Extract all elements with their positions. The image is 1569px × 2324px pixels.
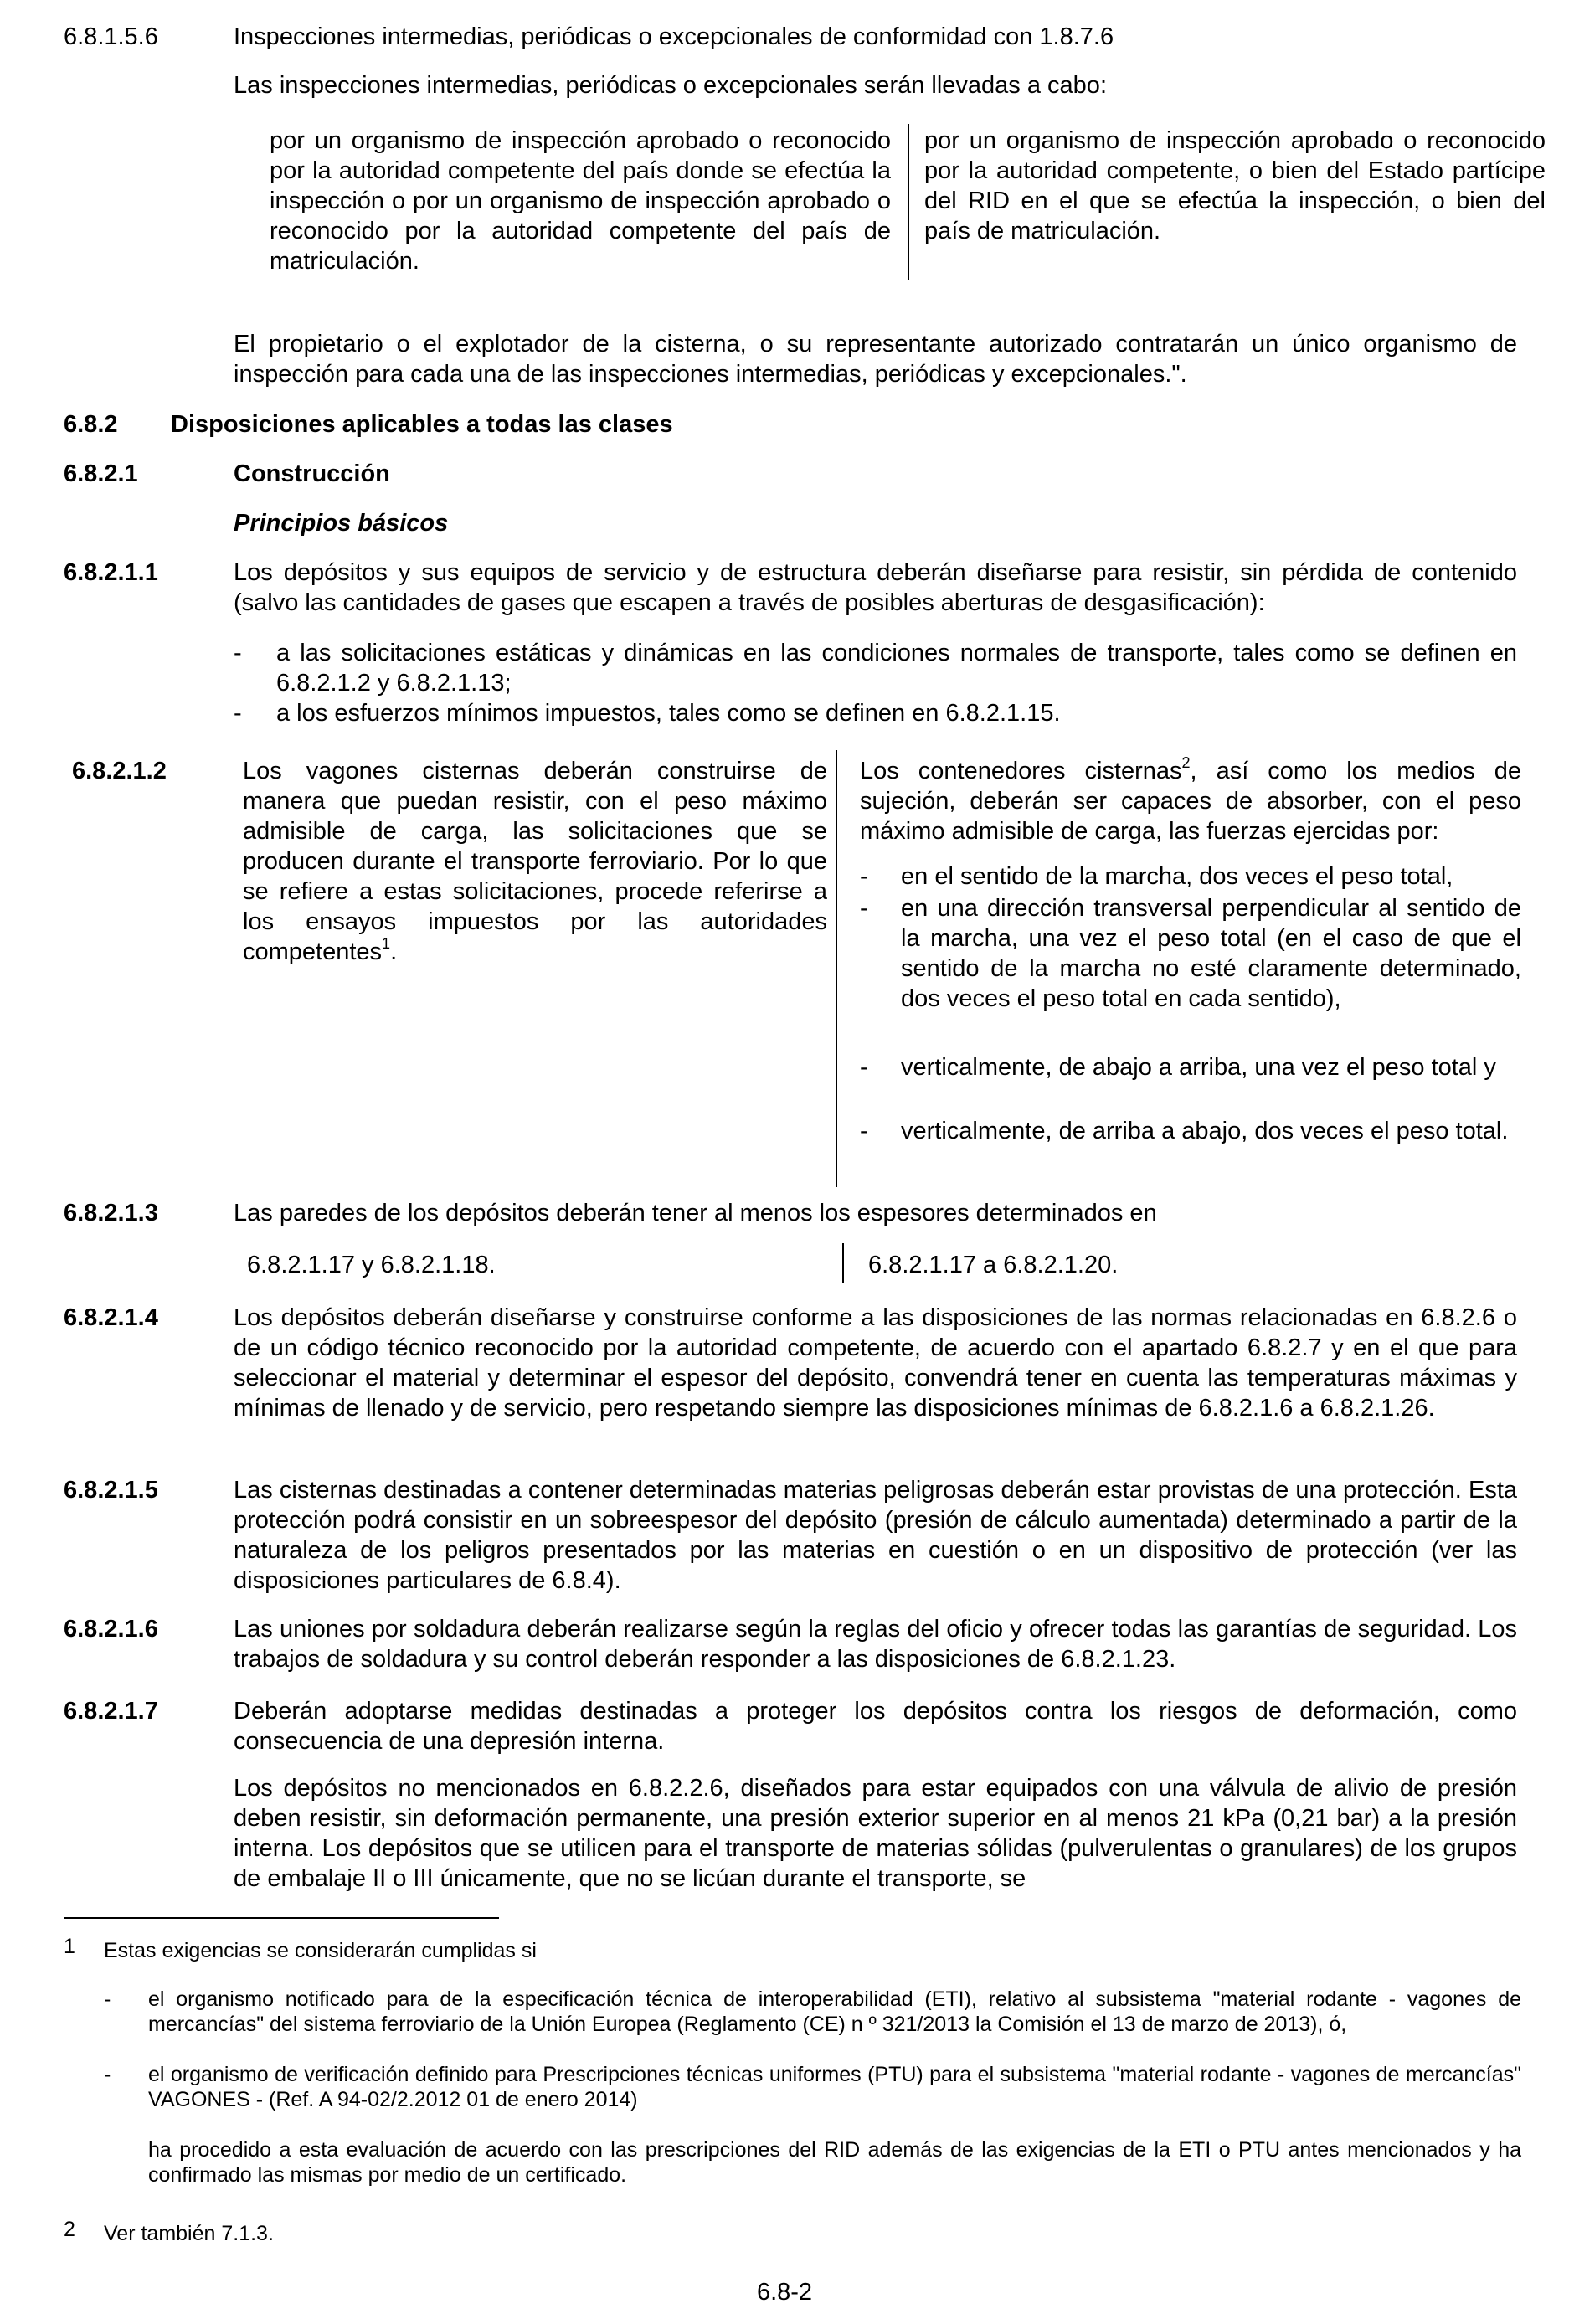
column-left: Los vagones cisternas deberán construirse de manera que puedan resistir, con el peso máximo admisible de carga, las solicitaciones que se producen durante el transporte ferroviario. Por lo que se refiere a estas solicitaciones, procede referirse a los ensayos impuestos por las autoridades competentes$^1$. [243, 758, 827, 965]
footnote-list-item: el organismo de verificación definido para Prescripciones técnicas uniformes (PTU) para el subsistema "material rodante - vagones de mercancías" VAGONES - (Ref. A 94-02/2.2012 01 de enero 2014) [148, 2063, 1521, 2111]
bullet-dash: - [860, 863, 868, 890]
footnote-separator [64, 1917, 499, 1919]
footnote-text: ha procedido a esta evaluación de acuerdo con las prescripciones del RID además de las exigencias de la ETI o PTU antes mencionados y ha confirmado las mismas por medio de un certificado. [148, 2138, 1521, 2187]
section-title: Construcción [234, 460, 390, 487]
column-divider [836, 750, 837, 1187]
column-divider [908, 124, 909, 280]
list-item: en una dirección transversal perpendicular al sentido de la marcha, una vez el peso total (en el caso de que el sentido de la marcha no esté claramente determinado, dos veces el peso total en cada sentido), [901, 895, 1521, 1012]
bullet-dash: - [860, 1118, 868, 1144]
section-number: 6.8.2.1.5 [64, 1477, 158, 1504]
column-right: Los contenedores cisternas$^2$, así como los medios de sujeción, deberán ser capaces de absorber, con el peso máximo admisible de carga, las fuerzas ejercidas por: [860, 754, 1521, 845]
bullet-dash: - [234, 640, 242, 666]
paragraph: Las paredes de los depósitos deberán tener al menos los espesores determinados en [234, 1200, 1157, 1226]
section-number: 6.8.2.1 [64, 460, 138, 487]
paragraph: El propietario o el explotador de la cisterna, o su representante autorizado contratarán un único organismo de inspección para cada una de las inspecciones intermedias, periódicas y excepcionales.". [234, 331, 1517, 388]
footnote-list-item: el organismo notificado para de la especificación técnica de interoperabilidad (ETI), relativo al subsistema "material rodante - vagones de mercancías" del sistema ferroviario de la Unión Europea (Reglamento (CE) n º 321/2013 la Comisión el 13 de marzo de 2013), ó, [148, 1987, 1521, 2036]
column-right: por un organismo de inspección aprobado o reconocido por la autoridad competente, o bien del Estado partícipe del RID en el que se efectúa la inspección, o bien del país de matriculación. [924, 127, 1546, 244]
section-title: Inspecciones intermedias, periódicas o excepcionales de conformidad con 1.8.7.6 [234, 23, 1114, 50]
list-item: a las solicitaciones estáticas y dinámicas en las condiciones normales de transporte, tales como se definen en 6.8.2.1.2 y 6.8.2.1.13; [276, 640, 1517, 697]
list-item: a los esfuerzos mínimos impuestos, tales como se definen en 6.8.2.1.15. [276, 700, 1061, 727]
section-number: 6.8.2 [64, 411, 118, 438]
section-number: 6.8.2.1.4 [64, 1304, 158, 1331]
section-number: 6.8.2.1.3 [64, 1200, 158, 1226]
section-number: 6.8.2.1.2 [72, 758, 167, 784]
footnote-text: Estas exigencias se considerarán cumplidas si [104, 1939, 537, 1962]
paragraph: Las cisternas destinadas a contener determinadas materias peligrosas deberán estar provistas de una protección. Esta protección podrá consistir en un sobreespesor del depósito (presión de cálculo aumentada) determinado a partir de la naturaleza de los peligros presentados por las materias en cuestión o en un dispositivo de protección (ver las disposiciones particulares de 6.8.4). [234, 1477, 1517, 1594]
paragraph: Deberán adoptarse medidas destinadas a proteger los depósitos contra los riesgos de deformación, como consecuencia de una depresión interna. [234, 1698, 1517, 1755]
column-left: 6.8.2.1.17 y 6.8.2.1.18. [247, 1252, 496, 1278]
column-divider [842, 1243, 844, 1283]
column-right: 6.8.2.1.17 a 6.8.2.1.20. [868, 1252, 1119, 1278]
paragraph: Los depósitos no mencionados en 6.8.2.2.6, diseñados para estar equipados con una válvula de alivio de presión deben resistir, sin deformación permanente, una presión exterior superior en al menos 21 kPa (0,21 bar) a la presión interna. Los depósitos que se utilicen para el transporte de materias sólidas (pulverulentas o granulares) de los grupos de embalaje II o III únicamente, que no se licúan durante el transporte, se [234, 1775, 1517, 1892]
bullet-dash: - [860, 895, 868, 922]
section-number: 6.8.2.1.6 [64, 1616, 158, 1643]
footnote-mark: 2 [64, 2218, 75, 2241]
section-number: 6.8.2.1.7 [64, 1698, 158, 1725]
column-left: por un organismo de inspección aprobado o reconocido por la autoridad competente del país donde se efectúa la inspección o por un organismo de inspección aprobado o reconocido por la autoridad competente del país de matriculación. [270, 127, 891, 275]
paragraph: Las inspecciones intermedias, periódicas o excepcionales serán llevadas a cabo: [234, 72, 1107, 99]
list-item: verticalmente, de arriba a abajo, dos veces el peso total. [901, 1118, 1509, 1144]
bullet-dash: - [860, 1054, 868, 1081]
section-number: 6.8.2.1.1 [64, 559, 158, 586]
bullet-dash: - [234, 700, 242, 727]
list-item: en el sentido de la marcha, dos veces el peso total, [901, 863, 1453, 890]
bullet-dash: - [104, 2063, 111, 2086]
paragraph: Los depósitos y sus equipos de servicio y de estructura deberán diseñarse para resistir, sin pérdida de contenido (salvo las cantidades de gases que escapen a través de posibles aberturas de desgasificación): [234, 559, 1517, 616]
footnote-text: Ver también 7.1.3. [104, 2222, 274, 2245]
paragraph: Las uniones por soldadura deberán realizarse según la reglas del oficio y ofrecer todas las garantías de seguridad. Los trabajos de soldadura y su control deberán responder a las disposiciones de 6.8.2.1.23. [234, 1616, 1517, 1673]
page-number: 6.8-2 [756, 2279, 813, 2306]
bullet-dash: - [104, 1987, 111, 2011]
section-number: 6.8.1.5.6 [64, 23, 158, 50]
list-item: verticalmente, de abajo a arriba, una vez el peso total y [901, 1054, 1496, 1081]
footnote-mark: 1 [64, 1935, 75, 1958]
section-title: Disposiciones aplicables a todas las clases [171, 411, 673, 438]
section-subtitle: Principios básicos [234, 510, 449, 537]
paragraph: Los depósitos deberán diseñarse y construirse conforme a las disposiciones de las normas relacionadas en 6.8.2.6 o de un código técnico reconocido por la autoridad competente, de acuerdo con el apartado 6.8.2.7 y en el que para seleccionar el material y determinar el espesor del depósito, convendrá tener en cuenta las temperaturas máximas y mínimas de llenado y de servicio, pero respetando siempre las disposiciones mínimas de 6.8.2.1.6 a 6.8.2.1.26. [234, 1304, 1517, 1422]
